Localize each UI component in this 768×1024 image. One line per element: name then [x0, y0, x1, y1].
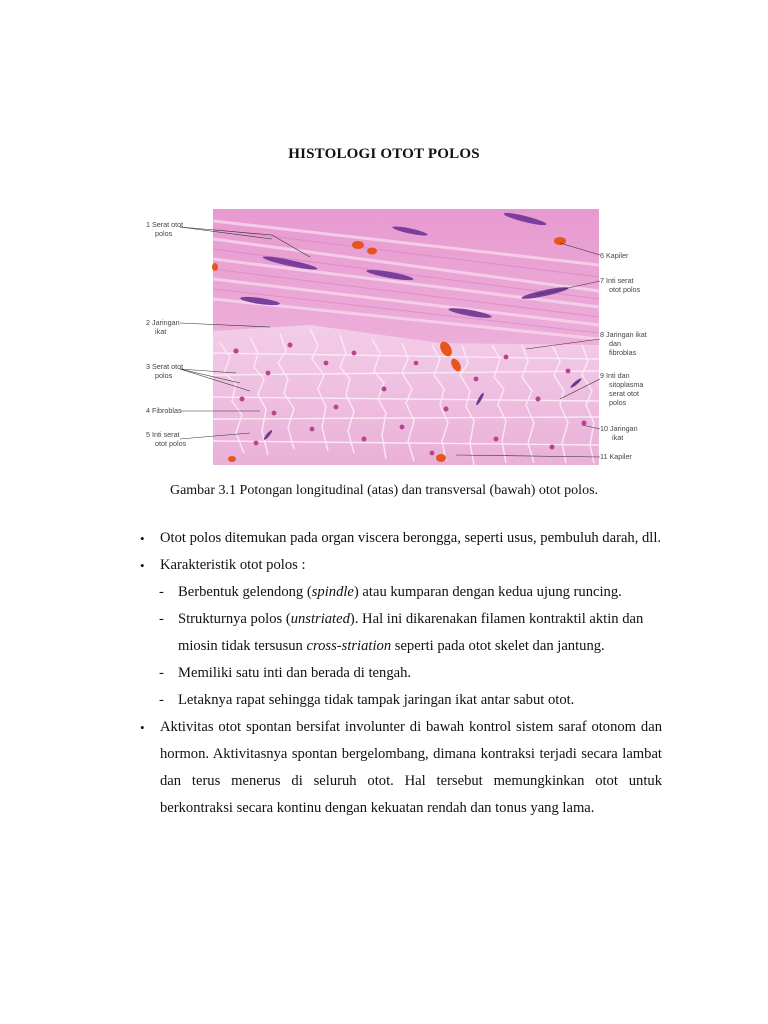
bullet-text: Karakteristik otot polos :: [160, 557, 306, 573]
figure-caption: Gambar 3.1 Potongan longitudinal (atas) dan transversal (bawah) otot polos.: [169, 483, 599, 498]
sub-text-mid: ). Hal ini dikarenakan filamen kontraktil aktin dan miosin tidak tersusun: [178, 611, 644, 654]
dash-icon: -: [159, 692, 164, 708]
figure-label: sitoplasma: [609, 380, 644, 389]
bullet-text: Otot polos ditemukan pada organ viscera berongga, seperti usus, pembuluh darah, dll.: [160, 530, 662, 546]
bullet-icon: •: [140, 558, 145, 573]
body-content: [140, 525, 662, 822]
figure-label: 9 Inti dan: [600, 371, 630, 380]
sub-text-pre: Berbentuk gelendong (: [178, 584, 312, 600]
dash-icon: -: [159, 611, 164, 627]
figure-label: otot polos: [609, 285, 641, 294]
figure-label: 5 Inti serat: [146, 430, 180, 439]
figure-label: 7 Inti serat: [600, 276, 634, 285]
figure-label: 10 Jaringan: [600, 424, 638, 433]
figure-label: ikat: [155, 327, 167, 336]
histology-figure: [140, 203, 647, 465]
list-item: [140, 714, 662, 822]
figure-label: fibroblas: [609, 348, 637, 357]
histology-image: [140, 203, 647, 465]
sub-text-emphasis: unstriated: [290, 611, 350, 627]
figure-label: otot polos: [155, 439, 187, 448]
sub-text-post: seperti pada otot skelet dan jantung.: [391, 638, 605, 654]
bullet-icon: •: [140, 531, 145, 546]
sub-text-pre: Strukturnya polos (: [178, 611, 291, 627]
figure-label: dan: [609, 339, 621, 348]
figure-label: 6 Kapiler: [600, 251, 629, 260]
figure-label: polos: [155, 371, 173, 380]
sub-list-item: [140, 606, 662, 660]
figure-label: 4 Fibroblas: [146, 406, 182, 415]
bullet-icon: •: [140, 720, 145, 735]
page-title: HISTOLOGI OTOT POLOS: [288, 146, 480, 162]
figure-label: 3 Serat otot: [146, 362, 184, 371]
sub-text: Memiliki satu inti dan berada di tengah.: [178, 665, 412, 681]
sub-list-item: [140, 660, 662, 687]
sub-text-emphasis: spindle: [311, 584, 354, 600]
sub-text: Letaknya rapat sehingga tidak tampak jaringan ikat antar sabut otot.: [178, 692, 575, 708]
list-item: [140, 525, 662, 552]
figure-label: serat otot: [609, 389, 639, 398]
list-item: [140, 552, 662, 579]
figure-label: ikat: [612, 433, 624, 442]
figure-label: polos: [155, 229, 173, 238]
figure-label: 11 Kapiler: [600, 452, 632, 461]
sub-list-item: [140, 687, 662, 714]
sub-text-post: ) atau kumparan dengan kedua ujung runcing.: [353, 584, 622, 600]
sub-text-emphasis: cross-striation: [306, 638, 392, 654]
dash-icon: -: [159, 584, 164, 600]
sub-list-item: [140, 579, 662, 606]
dash-icon: -: [159, 665, 164, 681]
bullet-text: Aktivitas otot spontan bersifat involunter di bawah kontrol sistem saraf otonom dan hormon. Aktivitasnya spontan bergelombang, dimana kontraksi terjadi secara lambat dan terus menerus di seluruh otot. Hal tersebut memungkinkan otot untuk berkontraksi secara kontinu dengan kekuatan rendah dan tonus yang lama.: [160, 719, 662, 816]
figure-label: 1 Serat otot: [146, 220, 184, 229]
figure-label: polos: [609, 398, 627, 407]
figure-label: 8 Jaringan ikat: [600, 330, 647, 339]
figure-label: 2 Jaringan: [146, 318, 180, 327]
